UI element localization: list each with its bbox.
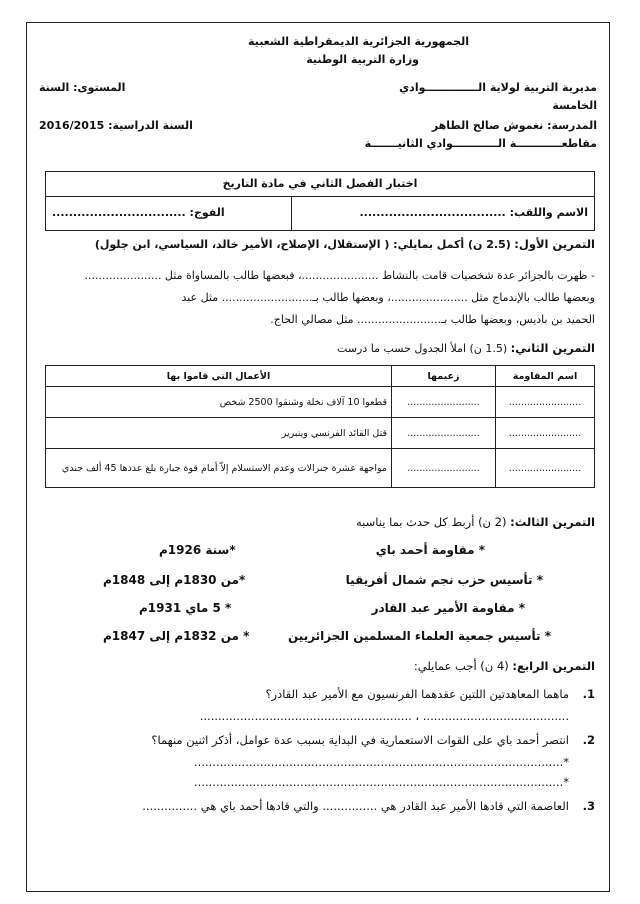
exercise-2-header [337, 341, 595, 355]
exercise-4-heading: التمرين الرابع: [512, 659, 595, 673]
exercise-1-heading: التمرين الأول: [514, 237, 595, 251]
exercise-4-instruction: (4 ن) أجب عمايلي: [413, 659, 509, 673]
date-3[interactable]: * 5 ماي 1931م [139, 601, 232, 615]
school-name: المدرسة: نغموش صالح الطاهر [431, 119, 597, 132]
question-2-number: 2. [582, 733, 595, 747]
name-field[interactable]: الاسم واللقب: ................................... [359, 206, 588, 219]
date-2[interactable]: *من 1830م إلى 1848م [103, 573, 246, 587]
question-2: انتصر أحمد باي على القوات الاستعمارية في البداية بسبب عدة عوامل، أذكر اثنين منهما؟ [151, 733, 569, 747]
exam-sheet [26, 22, 610, 892]
exercise-1-line-2: وبعضها طالب بالإندماج مثل ......................، وبعضها طالب بـ.......................... مثل عبد [181, 291, 595, 304]
date-4[interactable]: * من 1832م إلى 1847م [103, 629, 250, 643]
col-leader: زعيمها [392, 366, 496, 387]
row-3-action: مواجهة عشرة جنرالات وعدم الاستسلام إلاّ أمام قوة جبارة بلغ عددها 45 ألف جندي [46, 449, 392, 488]
exercise-3-header [356, 515, 595, 529]
exam-title-box [45, 171, 595, 231]
exercise-1-line-3: الحميد بن باديس، وبعضها طالب بـ........................ مثل مصالي الحاج. [270, 313, 595, 326]
directorate: مديرية التربية لولاية الــــــــــــــوادي [399, 81, 597, 94]
exercise-1-line-1: - ظهرت بالجزائر عدة شخصيات قامت بالنشاط ......................، فبعضها طالب بالمساواة مثل ...................... [84, 269, 595, 282]
question-1-answer[interactable]: ........................................ ، .......................................................... [199, 709, 569, 723]
ministry-title: وزارة التربية الوطنية [306, 53, 419, 66]
exercise-3-instruction: (2 ن) أربط كل حدث بما يناسبه [355, 515, 507, 529]
level-continued: الخامسة [552, 99, 597, 112]
question-1-number: 1. [582, 687, 595, 701]
question-1: ماهما المعاهدتين اللتين عقدهما الفرنسيون مع الأمير عبد القادر؟ [265, 687, 569, 701]
resistance-table [45, 365, 595, 488]
event-3[interactable]: * مقاومة الأمير عبد القادر [371, 601, 525, 615]
school-year: السنة الدراسية: 2016/2015 [39, 119, 193, 132]
republic-title: الجمهورية الجزائرية الديمقراطية الشعبية [248, 35, 469, 48]
event-1[interactable]: * مقاومة أحمد باي [375, 543, 485, 557]
question-3: العاصمة التي قادها الأمير عبد القادر هي ............... والتي قادها أحمد باي هي ............... [142, 799, 569, 813]
exercise-3-heading: التمرين الثالث: [510, 515, 595, 529]
row-1-action: قطعوا 10 آلاف نخلة وشنقوا 2500 شخص [46, 387, 392, 418]
row-3-leader-blank[interactable]: ........................ [392, 449, 496, 488]
question-2-answer-1[interactable]: *..................................................................................................... [194, 755, 569, 769]
class-field[interactable]: الفوج: ................................ [52, 206, 225, 219]
table-row [46, 449, 595, 488]
table-row [46, 418, 595, 449]
exam-title: اختبار الفصل الثاني في مادة التاريخ [46, 172, 594, 197]
question-2-answer-2[interactable]: *..................................................................................................... [194, 775, 569, 789]
exercise-1-header [95, 237, 595, 251]
row-2-action: قتل القائد الفرنسي وينبرير [46, 418, 392, 449]
col-actions: الأعمال التي قاموا بها [46, 366, 392, 387]
row-1-leader-blank[interactable]: ........................ [392, 387, 496, 418]
row-2-leader-blank[interactable]: ........................ [392, 418, 496, 449]
col-resistance-name: اسم المقاومة [496, 366, 595, 387]
exercise-4-header [414, 659, 595, 673]
question-3-number: 3. [582, 799, 595, 813]
district: مقاطعــــــــــــة الــــــــــــوادي الثانيـــــــة [364, 137, 597, 150]
row-1-name-blank[interactable]: ........................ [496, 387, 595, 418]
exercise-2-instruction: (1.5 ن) املأ الجدول حسب ما درست [337, 342, 508, 355]
exercise-1-instruction: (2.5 ن) أكمل بمايلي: ( الإستقلال، الإصلاح، الأمير خالد، السياسي، ابن جلول) [94, 238, 511, 251]
row-2-name-blank[interactable]: ........................ [496, 418, 595, 449]
level: المستوى: السنة [39, 81, 126, 94]
date-1[interactable]: *سنة 1926م [159, 543, 236, 557]
event-2[interactable]: * تأسيس حزب نجم شمال أفريقيا [345, 573, 543, 587]
row-3-name-blank[interactable]: ........................ [496, 449, 595, 488]
table-row [46, 387, 595, 418]
event-4[interactable]: * تأسيس جمعية العلماء المسلمين الجزائريين [288, 629, 551, 643]
exercise-2-heading: التمرين الثاني: [510, 341, 595, 355]
